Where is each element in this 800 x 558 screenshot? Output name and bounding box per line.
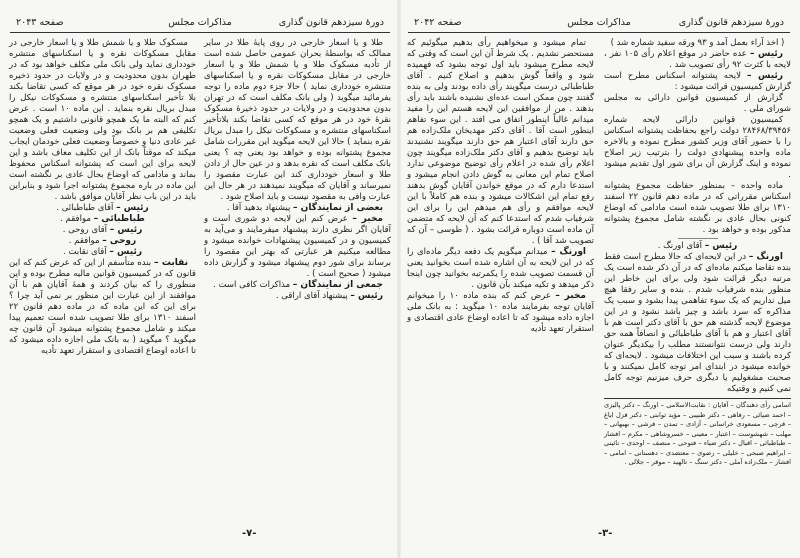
paragraph-text: پیشنهاد آقای اراقی . bbox=[275, 291, 348, 301]
paragraph bbox=[204, 291, 391, 302]
text-columns bbox=[9, 38, 391, 357]
speaker-name: اورنگ – bbox=[748, 252, 783, 262]
paragraph-text: میدانم میگویم یک دفعه دیگر ماده‌ای را که در این لایحه به آن اشاره شده است بخوانید یعنی آن قسمت تصویب شده را یکمرتبه بخوانید چون اینجا ذکر میدهد و تکیه میکند بآن قانون . bbox=[407, 247, 594, 290]
header-publication: مذاکرات مجلس bbox=[168, 17, 232, 28]
header-page-label: صفحه ۲۰۴۳ bbox=[16, 17, 64, 28]
paragraph-text: موافقم . bbox=[68, 236, 100, 246]
paragraph-text: طلا و یا اسعار خارجی در روی پایهٔ طلا در سایر ممالک که بواسطهٔ بحران عمومی حاصل شده است از تأدیه مسکوک طلا و یا شمش طلا و یا اسعار خارجی در مقابل مسکوکات نقره و یا اسکناسهای منتشره خودداری نماید ) حالا جزء دوم ماده را توجه بفرمائید میگوید ( ولی بانک مکلف است که در تهران بدون محدودیت و در ولایات در حدود ذخیرهٔ مسکوک نقرهٔ خود در هر موقع که کسی تقاضا بکند بلاتأخیر اسکناسهای منتشره و مسکوکات نیکل را مبدل بریال نقره بنماید ) حالا این لایحه میگوید این مقررات شامل مجموع پشتوانه بوده و خواهد بود یعنی چه ؟ یعنی بانک مکلف است که نقره بدهد و در عین حال از دادن طلا و اسعار خودداری کند این عبارت مقصود را نمیرساند و آقایان که میگویند نمیدهند در هر حال این عبارت وافی به مقصود نیست و باید اصلاح شود . bbox=[204, 38, 391, 202]
speaker-name: رئیس – bbox=[116, 203, 149, 213]
speaker-name: بعضی از نمایندگان – bbox=[293, 203, 383, 213]
paragraph bbox=[204, 38, 391, 203]
paragraph-text: عرض کنم که بنده ماده ۱۰ را میخوانم آقایان توجه بفرمایند ماده ۱۰ میگوید : به بانک ملی اجازه داده میشود که تا اعاده اوضاع عادی اقتصادی و استقرار تعهد تأدیه bbox=[407, 291, 594, 334]
paragraph bbox=[604, 181, 791, 236]
paragraph-text: مذاکرات کافی است . bbox=[213, 280, 291, 290]
paragraph bbox=[204, 203, 391, 214]
speaker-name: رئیس – bbox=[109, 247, 143, 257]
page-number: -۷- bbox=[242, 528, 257, 539]
speaker-name: روحی – bbox=[102, 236, 137, 246]
column-left bbox=[9, 38, 196, 357]
paragraph-text: لایحه پشتوانه اسکناس مطرح است گزارش کمیسیون قرائت میشود : bbox=[604, 71, 791, 92]
speaker-name: نقابت – bbox=[154, 258, 189, 268]
paragraph-text: آقای اورنگ . bbox=[657, 241, 703, 251]
section-rule bbox=[604, 398, 791, 399]
paragraph-text: ماده واحده – بمنظور حفاظت مجموع پشتوانه اسکناس مقرراتی که در ماده دهم قانون ۲۲ اسفند ۱۳۱۰ برای طلا تصویب شده است مادامی که اوضاع کنونی بحال عادی بر نگشته شامل مجموع پشتوانه مذکور بوده و خواهد بود . bbox=[604, 181, 791, 235]
paragraph bbox=[204, 280, 391, 291]
column-right bbox=[204, 38, 391, 357]
paragraph-text: آقای روحی . bbox=[62, 225, 108, 235]
paragraph bbox=[9, 258, 196, 357]
paragraph bbox=[604, 241, 791, 252]
header-session-title: دورهٔ سیزدهم قانون گذاری bbox=[678, 17, 784, 28]
paragraph bbox=[604, 71, 791, 93]
paragraph bbox=[9, 225, 196, 236]
paragraph bbox=[604, 115, 791, 181]
speaker-name: مخبر – bbox=[352, 214, 384, 224]
speaker-name: طباطبائی – bbox=[93, 214, 145, 224]
text-columns bbox=[407, 38, 791, 468]
speaker-name: رئیس – bbox=[704, 241, 738, 251]
speaker-name: اورنگ – bbox=[551, 247, 587, 257]
speaker-name: رئیس – bbox=[350, 291, 383, 301]
separator bbox=[678, 238, 718, 239]
paragraph-text: در این لایحه‌ای که حالا مطرح است فقط بنده تقاضا میکنم ماده‌ای که در آن ذکر شده است یک مرتبه دیگر قرائت شود ولی برای این خاطر این منظور بنده شرفیاب شدم . بنده و سایر رفقا هیچ میل نداریم که یک سوء تفاهمی پیدا بشود و سبب یک مذاکره که سرد باشد و چیز باشد نشود و در این موضوع لایحه گذشته هم حق با آقای دکتر است هم با آقای اعتبار و هم با آقای طباطبائی و انصافاً همه حق دارند ولی درست نتوانستند مطلب را بیکدیگر عنوان کرده باشند و سبب این اختلافات میشود . لایحه‌ای که خوانده میشود در ابتدای امر توجه کامل نمیکنند و با صحبت مشغولیم یا دیگری حرف میزنیم توجه کامل نمی کنیم و وقتیکه bbox=[604, 252, 791, 394]
paragraph bbox=[204, 214, 391, 280]
paragraph bbox=[9, 236, 196, 247]
paragraph bbox=[604, 49, 791, 71]
speaker-name: جمعی از نمایندگان – bbox=[292, 280, 383, 290]
paragraph bbox=[604, 38, 791, 49]
paragraph bbox=[604, 252, 791, 395]
speaker-name: رئیس – bbox=[109, 225, 143, 235]
paragraph-text: پیشنهاد بدهید آقا . bbox=[226, 203, 291, 213]
speaker-name: رئیس – bbox=[747, 71, 784, 81]
paragraph-text: آقای نقابت . bbox=[62, 247, 107, 257]
paragraph-text: گزارش از کمیسیون قوانین دارائی به مجلس شورای ملی . bbox=[604, 93, 791, 114]
column-left bbox=[407, 38, 594, 468]
paragraph bbox=[407, 291, 594, 335]
paragraph-text: آقای طباطبائی . bbox=[56, 203, 114, 213]
paragraph-text: مسکوک طلا و یا شمش طلا و یا اسعار خارجی در مقابل مسکوکات نقره و یا اسکناسهای منتشره خودداری نماید ولی بانک ملی مکلف خواهد بود که در طهران بدون محدودیت و در ولایات در حدود ذخیره مسکوک نقره خود در هر موقع که کسی تقاضا بکند بلا تأخیر اسکناسهای منتشره و مسکوکات نیکل را مبدل بریال نقره بنماید . این ماده ۱۰ است . عرض کنم که البته ما یک همچو قانونی داشتیم و یک همچو تکلیفی هم بر بانک بود ولی وضعیت فعلی وضعیت غیر عادی دنیا و خصوصاً وضعیت فعلی خودمان ایجاب میکند که موقتاً بانک از این تکلیف معاف باشد و این لایحه برای این است که پشتوانه اسکناس محفوظ بماند و مادامی که اوضاع بحال عادی بر نگشته است این ماده در باره مجموع پشتوانه اجرا شود و بنابراین باید در این باب نظر آقایان موافق باشد . bbox=[9, 38, 196, 202]
page-2043 bbox=[6, 0, 394, 558]
paragraph bbox=[9, 247, 196, 258]
paragraph bbox=[407, 247, 594, 291]
page-number: -۳- bbox=[598, 528, 613, 539]
paragraph-text: عرض کنم این لایحه دو شوری است و آقایان اگر نظری دارند پیشنهاد میفرمایند و می‌آید به کمیسیون و در کمیسیون پیشنهادات خوانده میشود و مطالعه میکنیم هر عبارتی که بهتر این مقصود را برساند برای شور دوم پیشنهاد میشود و گزارش داده میشود ( صحیح است ) . bbox=[204, 214, 391, 279]
speaker-name: مخبر – bbox=[555, 291, 587, 301]
paragraph bbox=[9, 38, 196, 203]
paragraph-text: بنده متأسفم از این که عرض کنم که این قانون که در کمیسیون قوانین مالیه مطرح بوده و این منظوری را که بیان کردند و همهٔ آقایان هم با آن موافقند از این عبارت این منظور بر نمی آید چرا ؟ برای این که این ماده که در ماده دهم قانون ۲۲ اسفند ۱۳۱۰ برای طلا تصویب شده است تعمیم پیدا میکند و شامل مجموع پشتوانه میشود آن قانون چه میگوید ؟ میگوید ( به بانک ملی اجازه داده میشود که تا اعاده اوضاع اقتصادی و استقرار تعهد تأدیه bbox=[9, 258, 196, 356]
column-right bbox=[604, 38, 791, 468]
running-header bbox=[408, 14, 790, 33]
running-header bbox=[10, 14, 390, 33]
paragraph bbox=[407, 38, 594, 247]
header-session-title: دورهٔ سیزدهم قانون گذاری bbox=[278, 17, 384, 28]
paragraph bbox=[9, 214, 196, 225]
header-page-label: صفحه ۲۰۴۲ bbox=[414, 17, 462, 28]
paragraph-text: کمیسیون قوانین دارائی لایحه شماره ۲۸۴۶۸/۳۹۴۵۶ دولت راجع بحفاظت پشتوانه اسکناس را با حضور آقای وزیر کشور مطرح نموده و بالاخره ماده واحده پیشنهادی دولت را بترتیب زیر اصلاح نموده و اینک گزارش آن برای شور اول تقدیم میشود . bbox=[604, 115, 791, 180]
paragraph-text: عده حاضر در موقع اعلام رأی ۱۰۵ نفر ، لایحه با کثرت ۹۲ رأی تصویب شد . bbox=[604, 49, 791, 70]
speaker-name: رئیس – bbox=[749, 49, 783, 59]
header-publication: مذاکرات مجلس bbox=[567, 17, 631, 28]
paragraph bbox=[604, 93, 791, 115]
paragraph bbox=[9, 203, 196, 214]
page-gutter bbox=[397, 0, 401, 558]
paragraph-text: ( اخذ آراء بعمل آمد و ۹۳ ورقه سفید شماره شد ) bbox=[610, 38, 785, 48]
voters-list: اسامی رأی دهندگان – آقایان : نقابت‌الاسلامی – اورنگ – دکتر پالیزی – احمد ضیائی – رفاهی – دکتر طبیبی – مؤید ثوابتی – دکتر قزل ایاغ – قرچی – مسعودی خراسانی – آزادی – تمدن – فرشی – بهبهانی – مهلب – شهشوست – اعتبار – معینی – خسروشاهی – مکرم – افشار – طباطبائی – اقبال – دکتر ضیاء – فتوحی – منصف – اوحدی – نائینی – ابراهیم صبحی – خلیلی – رضوی – معتضدی – دهستانی – امامی – افشار – ملک‌زاده آملی – دکتر سنگ – تالهید – موقر – جلالی . bbox=[604, 401, 791, 466]
page-2042 bbox=[404, 0, 794, 558]
paragraph-text: موافقم . bbox=[60, 214, 91, 224]
paragraph-text: تمام میشود و میخواهیم رأی بدهیم میگوئیم که مستحضر نشدیم . یک شرط آن این است که وقتی که لایحه مطرح میشود باید اول توجه بشود که فهمیده شود و واقعاً گوش بدهیم و اصلاح کنیم . آقای طباطبائی درست میگویند رأی داده بودند ولی به بنده گفتند چون ممکن است عده‌ای نشنیده باشند باید رأی بدهند . من از موافقین این لایحه هستم این را مفید میدانم غالباً اینطور اتفاق می افتد . این سوء تفاهم اینطور است آقا . آقای دکتر مهدیخان ملک‌زاده هم حق دارند آقای اعتبار هم حق دارند میگویند نشنیدند باید توضیح بدهیم و آقای دکتر ملک‌زاده میگویند چون اعلام رأی شده در اعلام رأی توضیح موضوعی ندارد اصلاح تمام این معانی به گوش دادن انجام میشود و استدعا دارم که در موقع خواندن آقایان گوش بدهند رفع تمام این اشکالات میشود و بنده هم کاملاً با این لایحه موافقم و رأی هم میدهم این را برای این شرفیاب شدم که استدعا کنم که آن لایحه که متضمن آن ماده است دوباره قرائت بشود . ( طوسی – آن که تصویب شد آقا ) . bbox=[407, 38, 594, 246]
